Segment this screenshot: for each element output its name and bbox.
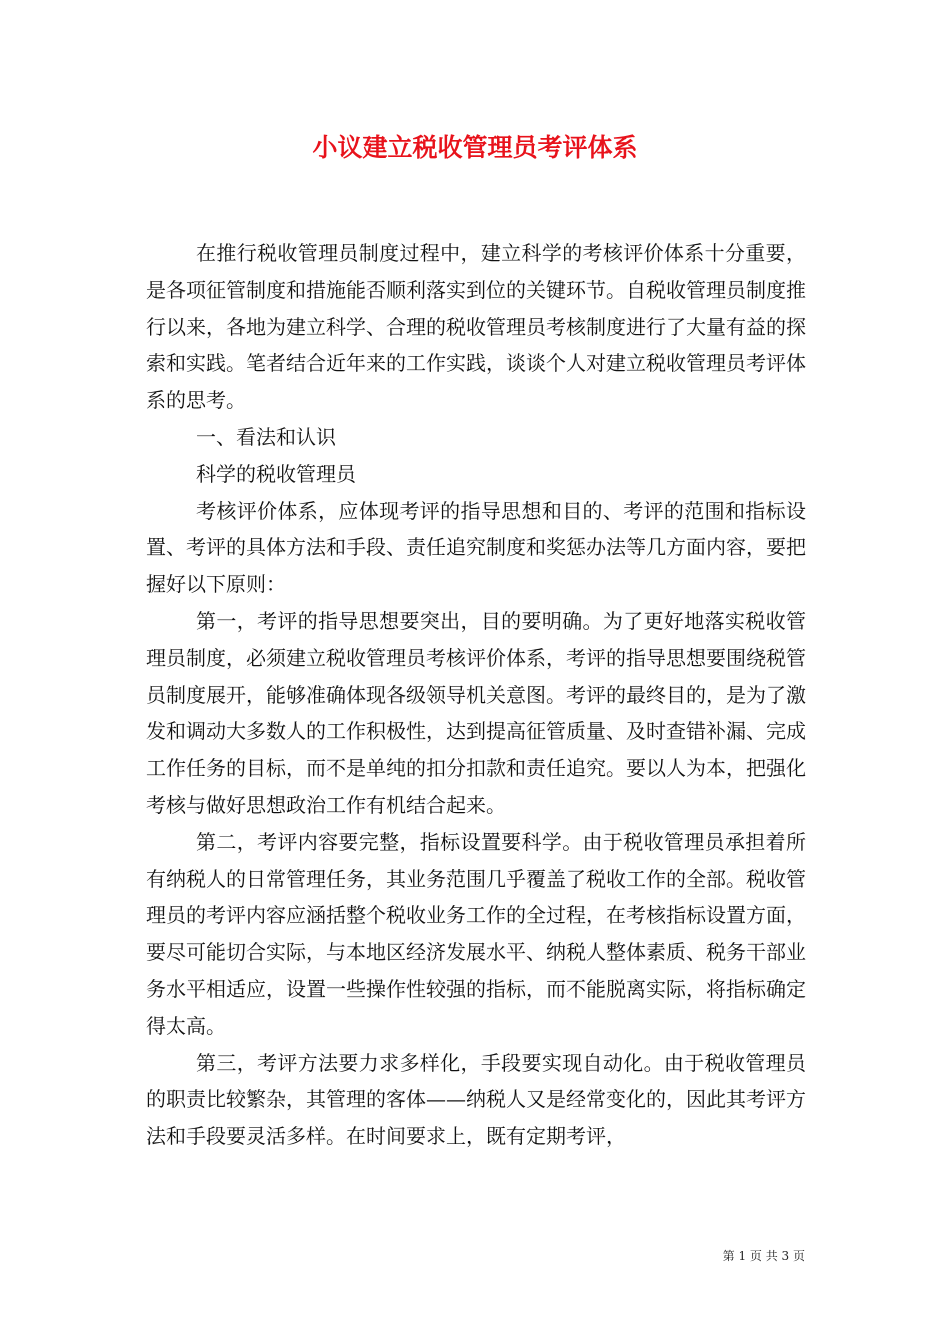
paragraph: 科学的税收管理员 bbox=[196, 461, 356, 486]
section-heading: 一、看法和认识 bbox=[196, 424, 336, 449]
paragraph: 考核评价体系，应体现考评的指导思想和目的、考评的范围和指标设置、考评的具体方法和手段、责任追究制度和奖惩办法等几方面内容，要把握好以下原则： bbox=[146, 498, 806, 597]
paragraph: 第一，考评的指导思想要突出，目的要明确。为了更好地落实税收管理员制度，必须建立税收管理员考核评价体系，考评的指导思想要围绕税管员制度展开，能够准确体现各级领导机关意图。考评的最终目的，是为了激发和调动大多数人的工作积极性，达到提高征管质量、及时查错补漏、完成工作任务的目标，而不是单纯的扣分扣款和责任追究。要以人为本，把强化考核与做好思想政治工作有机结合起来。 bbox=[146, 608, 806, 817]
page-number: 第 1 页 共 3 页 bbox=[722, 1249, 805, 1263]
document-title: 小议建立税收管理员考评体系 bbox=[312, 133, 638, 162]
paragraph: 第三，考评方法要力求多样化，手段要实现自动化。由于税收管理员的职责比较繁杂，其管理的客体——纳税人又是经常变化的，因此其考评方法和手段要灵活多样。在时间要求上，既有定期考评， bbox=[146, 1050, 806, 1149]
paragraph: 在推行税收管理员制度过程中，建立科学的考核评价体系十分重要，是各项征管制度和措施能否顺利落实到位的关键环节。自税收管理员制度推行以来，各地为建立科学、合理的税收管理员考核制度进行了大量有益的探索和实践。笔者结合近年来的工作实践，谈谈个人对建立税收管理员考评体系的思考。 bbox=[146, 241, 806, 413]
document-body bbox=[146, 235, 806, 1155]
paragraph: 第二，考评内容要完整，指标设置要科学。由于税收管理员承担着所有纳税人的日常管理任务，其业务范围几乎覆盖了税收工作的全部。税收管理员的考评内容应涵括整个税收业务工作的全过程，在考核指标设置方面，要尽可能切合实际，与本地区经济发展水平、纳税人整体素质、税务干部业务水平相适应，设置一些操作性较强的指标，而不能脱离实际，将指标确定得太高。 bbox=[146, 829, 806, 1038]
